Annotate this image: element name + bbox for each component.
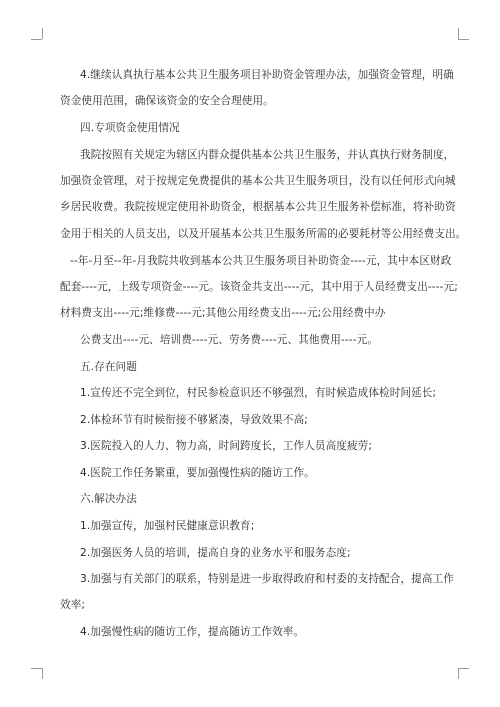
crop-mark-top-left-h (31, 39, 42, 40)
paragraph-line: 金用于相关的人员支出，以及开展基本公共卫生服务所需的必要耗材等公用经费支出。 (60, 228, 467, 240)
paragraph-line: 乡居民收费。我院按规定使用补助资金，根据基本公共卫生服务补偿标准，将补助资 (60, 201, 456, 213)
list-item: 3.加强与有关部门的联系，特别是进一步取得政府和村委的支持配合，提高工作 (80, 573, 454, 585)
paragraph-line: 公费支出----元、培训费----元、劳务费----元、其他费用----元。 (80, 334, 379, 346)
list-item: 4.医院工作任务繁重，要加强慢性病的随访工作。 (80, 467, 315, 479)
paragraph-line: 材料费支出----元;维修费----元;其他公用经费支出----元;公用经费中办 (60, 307, 386, 319)
paragraph-line: --年-月至--年-月我院共收到基本公共卫生服务项目补助资金----元，其中本区财政 (70, 255, 452, 267)
paragraph-line: 资金使用范围，确保该资金的安全合理使用。 (60, 95, 274, 107)
crop-mark-bottom-left-v (42, 668, 43, 679)
list-item: 2.体检环节有时候衔接不够紧凑，导致效果不高; (80, 414, 308, 426)
section-heading: 五.存在问题 (80, 361, 137, 373)
paragraph-line: 配套----元，上级专项资金----元。该资金共支出----元，其中用于人员经费支出----元; (60, 281, 458, 293)
list-item: 3.医院投入的人力、物力高，时间跨度长，工作人员高度疲劳; (80, 440, 373, 452)
list-item: 4.加强慢性病的随访工作，提高随访工作效率。 (80, 626, 305, 638)
section-heading: 四.专项资金使用情况 (80, 122, 180, 134)
crop-mark-top-left-v (42, 28, 43, 39)
paragraph-line: 我院按照有关规定为辖区内群众提供基本公共卫生服务，并认真执行财务制度， (80, 149, 455, 161)
section-heading: 六.解决办法 (80, 493, 137, 505)
list-item: 1.加强宣传，加强村民健康意识教育; (80, 520, 255, 532)
paragraph-line: 4.继续认真执行基本公共卫生服务项目补助资金管理办法，加强资金管理，明确 (80, 69, 454, 81)
list-item: 2.加强医务人员的培训，提高自身的业务水平和服务态度; (80, 547, 351, 559)
list-item: 1.宣传还不完全到位，村民参检意识还不够强烈，有时候造成体检时间延长; (80, 387, 437, 399)
crop-mark-bottom-left-h (31, 668, 42, 669)
paragraph-line: 加强资金管理，对于按规定免费提供的基本公共卫生服务项目，没有以任何形式向城 (60, 175, 456, 187)
crop-mark-bottom-right-v (458, 668, 459, 679)
crop-mark-top-right-v (458, 28, 459, 39)
list-item-continuation: 效率; (60, 599, 86, 611)
crop-mark-top-right-h (458, 39, 469, 40)
crop-mark-bottom-right-h (458, 668, 469, 669)
